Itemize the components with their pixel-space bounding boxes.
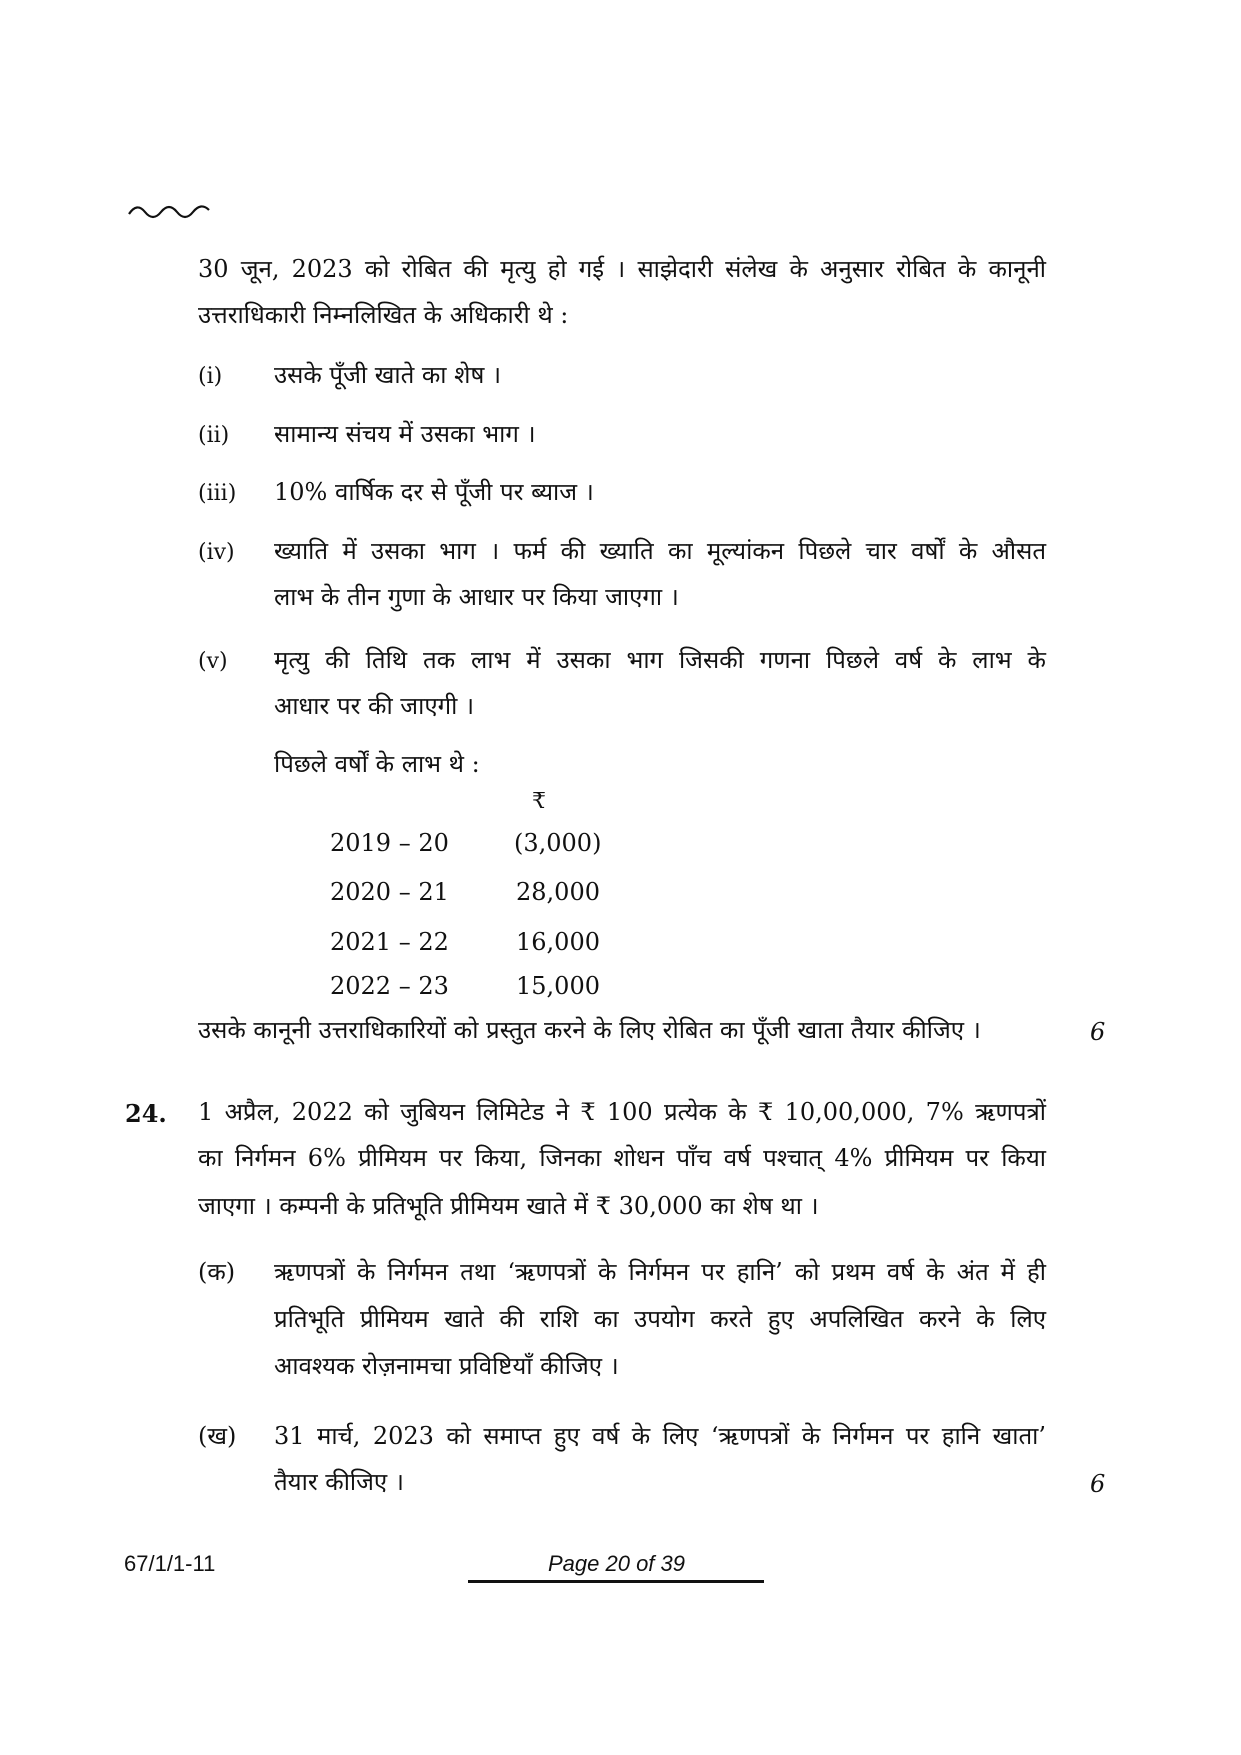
- item-v-line-1: मृत्यु की तिथि तक लाभ में उसका भाग जिसकी गणना पिछले वर्ष के लाभ के: [274, 646, 1046, 674]
- item-ii-number: (ii): [198, 423, 230, 448]
- item-iv-line-1: ख्याति में उसका भाग । फर्म की ख्याति का मूल्यांकन पिछले चार वर्षों के औसत: [274, 537, 1046, 565]
- q24-line-3: जाएगा । कम्पनी के प्रतिभूति प्रीमियम खाते में ₹ 30,000 का शेष था ।: [198, 1192, 819, 1220]
- q24-part-kha-line-2: तैयार कीजिए ।: [274, 1468, 404, 1496]
- q24-number: 24.: [125, 1099, 167, 1128]
- item-iv-number: (iv): [198, 540, 235, 565]
- q24-part-ka-line-2: प्रतिभूति प्रीमियम खाते की राशि का उपयोग करते हुए अपलिखित करने के लिए: [274, 1305, 1046, 1333]
- q24-part-ka-label: (क): [198, 1258, 236, 1286]
- profit-amount: (3,000): [514, 829, 602, 857]
- profit-amount: 15,000: [516, 972, 600, 1000]
- q24-part-ka-line-3: आवश्यक रोज़नामचा प्रविष्टियाँ कीजिए ।: [274, 1352, 619, 1380]
- footer-rule: [468, 1580, 764, 1583]
- profit-amount: 16,000: [516, 928, 600, 956]
- continuation-line-1: 30 जून, 2023 को रोबित की मृत्यु हो गई । साझेदारी संलेख के अनुसार रोबित के कानूनी: [198, 255, 1046, 283]
- q23-marks: 6: [1090, 1018, 1106, 1046]
- item-v-line-2: आधार पर की जाएगी ।: [274, 692, 475, 720]
- continuation-line-2: उत्तराधिकारी निम्नलिखित के अधिकारी थे :: [198, 301, 569, 329]
- q24-part-kha-line-1: 31 मार्च, 2023 को समाप्त हुए वर्ष के लिए ‘ऋणपत्रों के निर्गमन पर हानि खाता’: [274, 1422, 1046, 1450]
- q24-part-kha-label: (ख): [198, 1422, 237, 1450]
- item-iv-line-2: लाभ के तीन गुणा के आधार पर किया जाएगा ।: [274, 583, 679, 611]
- profits-heading: पिछले वर्षों के लाभ थे :: [274, 750, 480, 778]
- profit-year: 2019 – 20: [330, 829, 449, 857]
- paper-code: 67/1/1-11: [124, 1551, 216, 1576]
- item-i-number: (i): [198, 364, 223, 389]
- q24-part-ka-line-1: ऋणपत्रों के निर्गमन तथा ‘ऋणपत्रों के निर्गमन पर हानि’ को प्रथम वर्ष के अंत में ही: [274, 1258, 1046, 1286]
- q24-line-2: का निर्गमन 6% प्रीमियम पर किया, जिनका शोधन पाँच वर्ष पश्चात् 4% प्रीमियम पर किया: [198, 1144, 1046, 1172]
- wave-mark: [127, 200, 211, 224]
- item-ii-text: सामान्य संचय में उसका भाग ।: [274, 420, 536, 448]
- item-v-number: (v): [198, 649, 228, 674]
- profit-amount: 28,000: [516, 878, 600, 906]
- q23-instruction: उसके कानूनी उत्तराधिकारियों को प्रस्तुत करने के लिए रोबित का पूँजी खाता तैयार कीजिए ।: [198, 1016, 981, 1044]
- q24-marks: 6: [1090, 1470, 1106, 1498]
- item-iii-number: (iii): [198, 481, 237, 506]
- profit-year: 2022 – 23: [330, 972, 449, 1000]
- profit-year: 2020 – 21: [330, 878, 449, 906]
- profit-year: 2021 – 22: [330, 928, 449, 956]
- item-iii-text: 10% वार्षिक दर से पूँजी पर ब्याज ।: [274, 478, 594, 506]
- page-number: Page 20 of 39: [548, 1551, 686, 1576]
- currency-symbol: ₹: [532, 789, 546, 814]
- q24-line-1: 1 अप्रैल, 2022 को जुबियन लिमिटेड ने ₹ 100 प्रत्येक के ₹ 10,00,000, 7% ऋणपत्रों: [198, 1098, 1046, 1126]
- item-i-text: उसके पूँजी खाते का शेष ।: [274, 361, 502, 389]
